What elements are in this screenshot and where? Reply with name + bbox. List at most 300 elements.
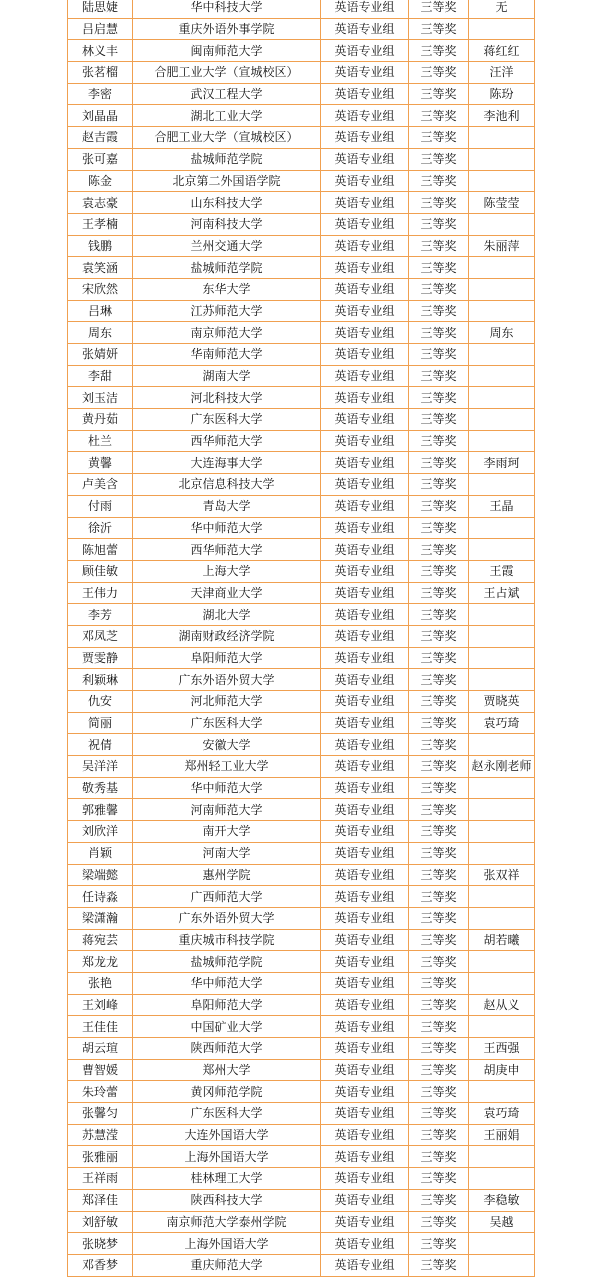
- award-cell: 三等奖: [409, 148, 469, 170]
- group-cell: 英语专业组: [321, 907, 409, 929]
- table-row: [68, 18, 535, 40]
- table-row: [68, 83, 535, 105]
- advisor-cell: 赵从义: [469, 994, 535, 1016]
- group-cell: 英语专业组: [321, 192, 409, 214]
- advisor-cell: [469, 148, 535, 170]
- student-name-cell: 袁笑涵: [68, 257, 133, 279]
- award-cell: 三等奖: [409, 1211, 469, 1233]
- award-cell: 三等奖: [409, 1081, 469, 1103]
- award-cell: 三等奖: [409, 604, 469, 626]
- award-cell: 三等奖: [409, 712, 469, 734]
- advisor-cell: 李雨珂: [469, 452, 535, 474]
- school-cell: 华南师范大学: [133, 344, 321, 366]
- award-cell: 三等奖: [409, 322, 469, 344]
- award-cell: 三等奖: [409, 192, 469, 214]
- table-row: [68, 1081, 535, 1103]
- advisor-cell: [469, 1081, 535, 1103]
- group-cell: 英语专业组: [321, 560, 409, 582]
- advisor-cell: [469, 365, 535, 387]
- advisor-cell: 袁巧琦: [469, 712, 535, 734]
- advisor-cell: 赵永刚老师: [469, 756, 535, 778]
- table-row: [68, 127, 535, 149]
- award-cell: 三等奖: [409, 560, 469, 582]
- school-cell: 河南大学: [133, 842, 321, 864]
- award-cell: 三等奖: [409, 235, 469, 257]
- school-cell: 合肥工业大学（宣城校区）: [133, 62, 321, 84]
- advisor-cell: 汪洋: [469, 62, 535, 84]
- group-cell: 英语专业组: [321, 864, 409, 886]
- award-cell: 三等奖: [409, 62, 469, 84]
- school-cell: 盐城师范学院: [133, 148, 321, 170]
- table-row: [68, 821, 535, 843]
- award-cell: 三等奖: [409, 517, 469, 539]
- school-cell: 阜阳师范大学: [133, 647, 321, 669]
- school-cell: 江苏师范大学: [133, 300, 321, 322]
- group-cell: 英语专业组: [321, 387, 409, 409]
- table-row: [68, 344, 535, 366]
- advisor-cell: [469, 821, 535, 843]
- award-cell: 三等奖: [409, 907, 469, 929]
- table-row: [68, 1038, 535, 1060]
- school-cell: 北京信息科技大学: [133, 474, 321, 496]
- advisor-cell: 李稳敏: [469, 1189, 535, 1211]
- award-cell: 三等奖: [409, 1146, 469, 1168]
- table-row: [68, 474, 535, 496]
- school-cell: 陕西科技大学: [133, 1189, 321, 1211]
- award-cell: 三等奖: [409, 756, 469, 778]
- table-row: [68, 951, 535, 973]
- award-cell: 三等奖: [409, 452, 469, 474]
- award-cell: 三等奖: [409, 539, 469, 561]
- student-name-cell: 张晓梦: [68, 1233, 133, 1255]
- group-cell: 英语专业组: [321, 539, 409, 561]
- group-cell: 英语专业组: [321, 647, 409, 669]
- table-row: [68, 647, 535, 669]
- student-name-cell: 黄馨: [68, 452, 133, 474]
- advisor-cell: 王丽娟: [469, 1124, 535, 1146]
- table-row: [68, 929, 535, 951]
- advisor-cell: 李池利: [469, 105, 535, 127]
- student-name-cell: 刘晶晶: [68, 105, 133, 127]
- table-row: [68, 170, 535, 192]
- student-name-cell: 祝倩: [68, 734, 133, 756]
- advisor-cell: 陈莹莹: [469, 192, 535, 214]
- awards-table-body: [68, 0, 535, 1276]
- table-row: [68, 235, 535, 257]
- advisor-cell: [469, 278, 535, 300]
- group-cell: 英语专业组: [321, 40, 409, 62]
- school-cell: 广东外语外贸大学: [133, 907, 321, 929]
- student-name-cell: 吴洋洋: [68, 756, 133, 778]
- group-cell: 英语专业组: [321, 994, 409, 1016]
- table-row: [68, 192, 535, 214]
- group-cell: 英语专业组: [321, 929, 409, 951]
- award-cell: 三等奖: [409, 365, 469, 387]
- group-cell: 英语专业组: [321, 452, 409, 474]
- award-cell: 三等奖: [409, 647, 469, 669]
- advisor-cell: [469, 842, 535, 864]
- table-row: [68, 517, 535, 539]
- student-name-cell: 简丽: [68, 712, 133, 734]
- school-cell: 华中师范大学: [133, 777, 321, 799]
- award-cell: 三等奖: [409, 972, 469, 994]
- table-row: [68, 1059, 535, 1081]
- advisor-cell: [469, 18, 535, 40]
- award-cell: 三等奖: [409, 625, 469, 647]
- student-name-cell: 李密: [68, 83, 133, 105]
- award-cell: 三等奖: [409, 1016, 469, 1038]
- school-cell: 上海外国语大学: [133, 1146, 321, 1168]
- group-cell: 英语专业组: [321, 712, 409, 734]
- award-cell: 三等奖: [409, 278, 469, 300]
- table-row: [68, 1233, 535, 1255]
- table-row: [68, 495, 535, 517]
- award-cell: 三等奖: [409, 1059, 469, 1081]
- group-cell: 英语专业组: [321, 669, 409, 691]
- table-row: [68, 864, 535, 886]
- school-cell: 中国矿业大学: [133, 1016, 321, 1038]
- award-cell: 三等奖: [409, 474, 469, 496]
- table-row: [68, 972, 535, 994]
- student-name-cell: 周东: [68, 322, 133, 344]
- group-cell: 英语专业组: [321, 1103, 409, 1125]
- student-name-cell: 王刘峰: [68, 994, 133, 1016]
- table-row: [68, 842, 535, 864]
- group-cell: 英语专业组: [321, 951, 409, 973]
- student-name-cell: 胡云瑄: [68, 1038, 133, 1060]
- award-cell: 三等奖: [409, 777, 469, 799]
- award-cell: 三等奖: [409, 886, 469, 908]
- school-cell: 湖南财政经济学院: [133, 625, 321, 647]
- group-cell: 英语专业组: [321, 430, 409, 452]
- award-cell: 三等奖: [409, 669, 469, 691]
- award-cell: 三等奖: [409, 842, 469, 864]
- award-cell: 三等奖: [409, 409, 469, 431]
- student-name-cell: 邓香梦: [68, 1254, 133, 1276]
- group-cell: 英语专业组: [321, 604, 409, 626]
- group-cell: 英语专业组: [321, 1189, 409, 1211]
- table-row: [68, 1189, 535, 1211]
- advisor-cell: 贾晓英: [469, 691, 535, 713]
- advisor-cell: 王西强: [469, 1038, 535, 1060]
- advisor-cell: 朱丽萍: [469, 235, 535, 257]
- group-cell: 英语专业组: [321, 213, 409, 235]
- group-cell: 英语专业组: [321, 0, 409, 18]
- award-cell: 三等奖: [409, 495, 469, 517]
- advisor-cell: [469, 300, 535, 322]
- school-cell: 山东科技大学: [133, 192, 321, 214]
- student-name-cell: 李甜: [68, 365, 133, 387]
- group-cell: 英语专业组: [321, 625, 409, 647]
- student-name-cell: 陈旭蕾: [68, 539, 133, 561]
- student-name-cell: 付雨: [68, 495, 133, 517]
- award-cell: 三等奖: [409, 1189, 469, 1211]
- group-cell: 英语专业组: [321, 1168, 409, 1190]
- table-row: [68, 452, 535, 474]
- group-cell: 英语专业组: [321, 972, 409, 994]
- table-row: [68, 1254, 535, 1276]
- award-cell: 三等奖: [409, 127, 469, 149]
- advisor-cell: 胡若曦: [469, 929, 535, 951]
- table-row: [68, 1103, 535, 1125]
- group-cell: 英语专业组: [321, 474, 409, 496]
- school-cell: 华中师范大学: [133, 517, 321, 539]
- advisor-cell: [469, 213, 535, 235]
- school-cell: 盐城师范学院: [133, 951, 321, 973]
- group-cell: 英语专业组: [321, 582, 409, 604]
- group-cell: 英语专业组: [321, 278, 409, 300]
- school-cell: 广东医科大学: [133, 409, 321, 431]
- school-cell: 河南科技大学: [133, 213, 321, 235]
- school-cell: 上海大学: [133, 560, 321, 582]
- advisor-cell: 蒋红红: [469, 40, 535, 62]
- school-cell: 西华师范大学: [133, 539, 321, 561]
- school-cell: 广东外语外贸大学: [133, 669, 321, 691]
- advisor-cell: [469, 409, 535, 431]
- advisor-cell: [469, 1016, 535, 1038]
- advisor-cell: 吴越: [469, 1211, 535, 1233]
- student-name-cell: 张馨匀: [68, 1103, 133, 1125]
- student-name-cell: 宋欣然: [68, 278, 133, 300]
- group-cell: 英语专业组: [321, 517, 409, 539]
- group-cell: 英语专业组: [321, 777, 409, 799]
- student-name-cell: 徐沂: [68, 517, 133, 539]
- award-cell: 三等奖: [409, 105, 469, 127]
- student-name-cell: 钱鹏: [68, 235, 133, 257]
- advisor-cell: 陈玢: [469, 83, 535, 105]
- student-name-cell: 郑龙龙: [68, 951, 133, 973]
- award-cell: 三等奖: [409, 18, 469, 40]
- school-cell: 郑州大学: [133, 1059, 321, 1081]
- advisor-cell: [469, 669, 535, 691]
- table-row: [68, 62, 535, 84]
- student-name-cell: 王佳佳: [68, 1016, 133, 1038]
- table-row: [68, 387, 535, 409]
- table-row: [68, 322, 535, 344]
- advisor-cell: 胡庚申: [469, 1059, 535, 1081]
- advisor-cell: [469, 1168, 535, 1190]
- table-row: [68, 907, 535, 929]
- table-row: [68, 539, 535, 561]
- award-cell: 三等奖: [409, 951, 469, 973]
- award-cell: 三等奖: [409, 1168, 469, 1190]
- table-row: [68, 1211, 535, 1233]
- advisor-cell: 周东: [469, 322, 535, 344]
- student-name-cell: 蒋宛芸: [68, 929, 133, 951]
- advisor-cell: 袁巧琦: [469, 1103, 535, 1125]
- group-cell: 英语专业组: [321, 1233, 409, 1255]
- advisor-cell: [469, 647, 535, 669]
- group-cell: 英语专业组: [321, 799, 409, 821]
- advisor-cell: [469, 387, 535, 409]
- group-cell: 英语专业组: [321, 62, 409, 84]
- advisor-cell: [469, 430, 535, 452]
- group-cell: 英语专业组: [321, 1146, 409, 1168]
- student-name-cell: 王伟力: [68, 582, 133, 604]
- table-row: [68, 1016, 535, 1038]
- table-row: [68, 994, 535, 1016]
- table-row: [68, 691, 535, 713]
- group-cell: 英语专业组: [321, 257, 409, 279]
- student-name-cell: 王祥雨: [68, 1168, 133, 1190]
- student-name-cell: 贾雯静: [68, 647, 133, 669]
- student-name-cell: 赵吉霞: [68, 127, 133, 149]
- advisor-cell: [469, 517, 535, 539]
- award-cell: 三等奖: [409, 344, 469, 366]
- advisor-cell: [469, 799, 535, 821]
- student-name-cell: 任诗淼: [68, 886, 133, 908]
- group-cell: 英语专业组: [321, 756, 409, 778]
- award-cell: 三等奖: [409, 821, 469, 843]
- student-name-cell: 曹智媛: [68, 1059, 133, 1081]
- student-name-cell: 杜兰: [68, 430, 133, 452]
- student-name-cell: 张雅丽: [68, 1146, 133, 1168]
- student-name-cell: 林义丰: [68, 40, 133, 62]
- table-row: [68, 799, 535, 821]
- school-cell: 盐城师范学院: [133, 257, 321, 279]
- school-cell: 河北师范大学: [133, 691, 321, 713]
- group-cell: 英语专业组: [321, 18, 409, 40]
- school-cell: 天津商业大学: [133, 582, 321, 604]
- group-cell: 英语专业组: [321, 1038, 409, 1060]
- table-row: [68, 669, 535, 691]
- table-row: [68, 105, 535, 127]
- advisor-cell: 王占斌: [469, 582, 535, 604]
- student-name-cell: 刘玉洁: [68, 387, 133, 409]
- student-name-cell: 吕启慧: [68, 18, 133, 40]
- table-row: [68, 213, 535, 235]
- student-name-cell: 梁端懿: [68, 864, 133, 886]
- school-cell: 河南师范大学: [133, 799, 321, 821]
- student-name-cell: 卢美含: [68, 474, 133, 496]
- advisor-cell: [469, 951, 535, 973]
- table-row: [68, 40, 535, 62]
- advisor-cell: [469, 539, 535, 561]
- advisor-cell: [469, 972, 535, 994]
- award-cell: 三等奖: [409, 1233, 469, 1255]
- award-cell: 三等奖: [409, 1038, 469, 1060]
- student-name-cell: 肖颖: [68, 842, 133, 864]
- table-row: [68, 300, 535, 322]
- group-cell: 英语专业组: [321, 83, 409, 105]
- advisor-cell: [469, 1254, 535, 1276]
- school-cell: 南京师范大学泰州学院: [133, 1211, 321, 1233]
- table-row: [68, 734, 535, 756]
- student-name-cell: 黄丹茹: [68, 409, 133, 431]
- award-cell: 三等奖: [409, 83, 469, 105]
- group-cell: 英语专业组: [321, 322, 409, 344]
- table-row: [68, 148, 535, 170]
- advisor-cell: [469, 1233, 535, 1255]
- group-cell: 英语专业组: [321, 300, 409, 322]
- student-name-cell: 梁潇瀚: [68, 907, 133, 929]
- student-name-cell: 袁志豪: [68, 192, 133, 214]
- school-cell: 广西师范大学: [133, 886, 321, 908]
- award-cell: 三等奖: [409, 40, 469, 62]
- school-cell: 大连外国语大学: [133, 1124, 321, 1146]
- student-name-cell: 敬秀基: [68, 777, 133, 799]
- table-row: [68, 582, 535, 604]
- award-cell: 三等奖: [409, 257, 469, 279]
- school-cell: 桂林理工大学: [133, 1168, 321, 1190]
- student-name-cell: 陆思婕: [68, 0, 133, 18]
- student-name-cell: 陈金: [68, 170, 133, 192]
- student-name-cell: 李芳: [68, 604, 133, 626]
- table-row: [68, 712, 535, 734]
- school-cell: 华中师范大学: [133, 972, 321, 994]
- award-cell: 三等奖: [409, 691, 469, 713]
- table-row: [68, 604, 535, 626]
- table-row: [68, 278, 535, 300]
- student-name-cell: 张婧妍: [68, 344, 133, 366]
- award-cell: 三等奖: [409, 213, 469, 235]
- group-cell: 英语专业组: [321, 365, 409, 387]
- table-row: [68, 0, 535, 18]
- school-cell: 广东医科大学: [133, 712, 321, 734]
- group-cell: 英语专业组: [321, 1254, 409, 1276]
- award-cell: 三等奖: [409, 300, 469, 322]
- group-cell: 英语专业组: [321, 495, 409, 517]
- advisor-cell: [469, 127, 535, 149]
- student-name-cell: 利颖琳: [68, 669, 133, 691]
- award-cell: 三等奖: [409, 0, 469, 18]
- advisor-cell: [469, 1146, 535, 1168]
- group-cell: 英语专业组: [321, 1124, 409, 1146]
- group-cell: 英语专业组: [321, 105, 409, 127]
- advisor-cell: [469, 777, 535, 799]
- award-cell: 三等奖: [409, 1254, 469, 1276]
- table-row: [68, 1124, 535, 1146]
- student-name-cell: 朱玲蕾: [68, 1081, 133, 1103]
- school-cell: 重庆师范大学: [133, 1254, 321, 1276]
- school-cell: 北京第二外国语学院: [133, 170, 321, 192]
- award-cell: 三等奖: [409, 430, 469, 452]
- school-cell: 重庆外语外事学院: [133, 18, 321, 40]
- advisor-cell: 王晶: [469, 495, 535, 517]
- group-cell: 英语专业组: [321, 170, 409, 192]
- school-cell: 湖北工业大学: [133, 105, 321, 127]
- group-cell: 英语专业组: [321, 344, 409, 366]
- school-cell: 广东医科大学: [133, 1103, 321, 1125]
- student-name-cell: 刘欣洋: [68, 821, 133, 843]
- school-cell: 陕西师范大学: [133, 1038, 321, 1060]
- table-row: [68, 625, 535, 647]
- table-row: [68, 886, 535, 908]
- advisor-cell: [469, 734, 535, 756]
- student-name-cell: 刘舒敏: [68, 1211, 133, 1233]
- advisor-cell: 无: [469, 0, 535, 18]
- advisor-cell: 张双祥: [469, 864, 535, 886]
- award-cell: 三等奖: [409, 1103, 469, 1125]
- group-cell: 英语专业组: [321, 148, 409, 170]
- awards-table: [67, 0, 535, 1277]
- group-cell: 英语专业组: [321, 409, 409, 431]
- school-cell: 惠州学院: [133, 864, 321, 886]
- student-name-cell: 苏慧滢: [68, 1124, 133, 1146]
- student-name-cell: 张可嘉: [68, 148, 133, 170]
- student-name-cell: 吕琳: [68, 300, 133, 322]
- student-name-cell: 郭雅馨: [68, 799, 133, 821]
- school-cell: 上海外国语大学: [133, 1233, 321, 1255]
- school-cell: 华中科技大学: [133, 0, 321, 18]
- group-cell: 英语专业组: [321, 734, 409, 756]
- school-cell: 南京师范大学: [133, 322, 321, 344]
- table-row: [68, 1146, 535, 1168]
- award-cell: 三等奖: [409, 799, 469, 821]
- table-row: [68, 756, 535, 778]
- table-row: [68, 409, 535, 431]
- award-cell: 三等奖: [409, 994, 469, 1016]
